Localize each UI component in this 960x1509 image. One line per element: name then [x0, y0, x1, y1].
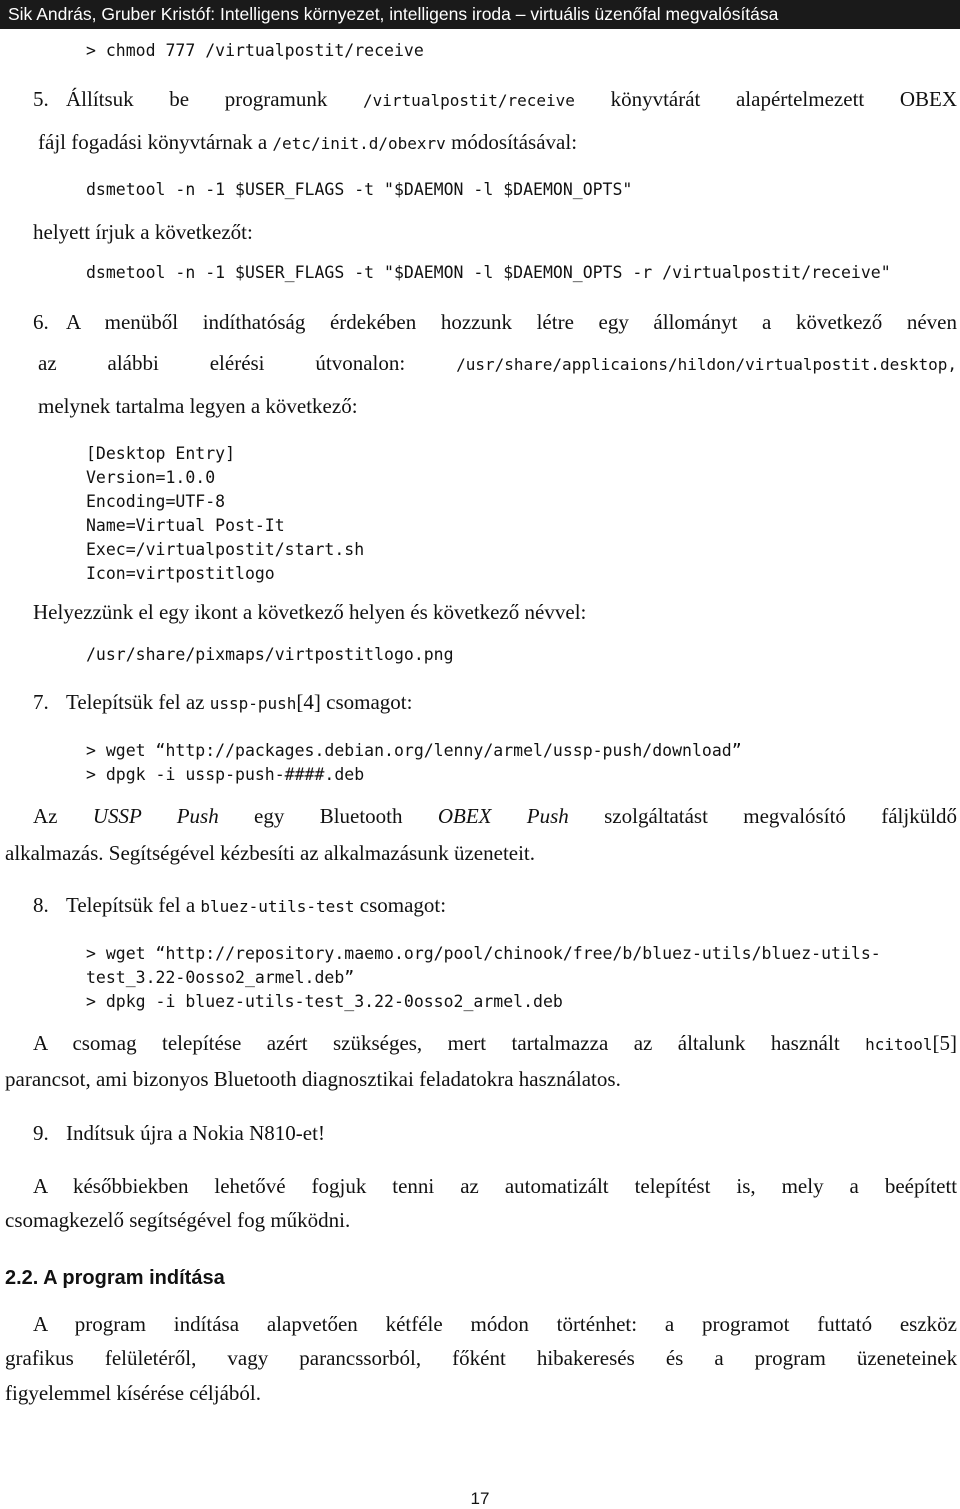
- step7-line: [66, 690, 412, 715]
- ussp-description-line2: alkalmazás. Segítségével kézbesíti az alkalmazásunk üzeneteit.: [5, 841, 536, 865]
- word: használt: [770, 1031, 840, 1055]
- running-header: Sik András, Gruber Kristóf: Intelligens környezet, intelligens iroda – virtuális üzenőfal megvalósítása: [0, 0, 960, 29]
- word: hibakeresés: [536, 1346, 635, 1370]
- word: tartalmazza: [511, 1031, 609, 1055]
- word: program: [74, 1312, 146, 1336]
- inline-code-obexrv: /etc/init.d/obexrv: [272, 134, 446, 153]
- word: az: [38, 351, 57, 375]
- word: fáljküldő: [881, 804, 958, 828]
- instead-text: helyett írjuk a következőt:: [33, 220, 253, 244]
- step9-number: 9.: [33, 1121, 49, 1145]
- step8-number: 8.: [33, 893, 49, 917]
- step7-text-a: Telepítsük fel az: [66, 690, 205, 714]
- word: alábbi: [107, 351, 159, 375]
- word: A: [33, 1174, 48, 1198]
- step5-text-c: fájl fogadási könyvtárnak a: [38, 130, 268, 154]
- bluez-description-line1: [33, 1031, 957, 1056]
- section-paragraph-line3: figyelemmel kísérése céljából.: [5, 1381, 261, 1405]
- word-italic: USSP Push: [92, 804, 219, 828]
- word: program: [754, 1346, 826, 1370]
- word-italic: OBEX Push: [437, 804, 569, 828]
- code-wget-bluez-1: > wget “http://repository.maemo.org/pool/chinook/free/b/bluez-utils/bluez-utils-: [86, 944, 881, 963]
- code-chmod: > chmod 777 /virtualpostit/receive: [86, 41, 424, 60]
- word: tenni: [392, 1174, 435, 1198]
- word: elérési: [209, 351, 265, 375]
- word: Bluetooth: [319, 804, 403, 828]
- step6-line2: [38, 351, 957, 376]
- word: mert: [447, 1031, 487, 1055]
- word: indítása: [173, 1312, 240, 1336]
- word: megvalósító: [743, 804, 846, 828]
- step6-number: 6.: [33, 310, 49, 334]
- section-paragraph-line2: [5, 1346, 957, 1371]
- inline-code-bluez: bluez-utils-test: [200, 897, 355, 916]
- later-line1: [33, 1174, 957, 1199]
- word: A: [33, 1031, 48, 1055]
- word: automatizált: [504, 1174, 609, 1198]
- code-wget-ussp: > wget “http://packages.debian.org/lenny/armel/ussp-push/download”: [86, 741, 742, 760]
- word: mely: [781, 1174, 824, 1198]
- word: a: [664, 1312, 675, 1336]
- word: A: [33, 1312, 48, 1336]
- step6-line1: A menüből indíthatóság érdekében hozzunk létre egy állományt a következő néven: [66, 310, 957, 334]
- word: grafikus: [5, 1346, 74, 1370]
- word: főként: [452, 1346, 506, 1370]
- step7-number: 7.: [33, 690, 49, 714]
- word: programot: [701, 1312, 790, 1336]
- step7-text-b: [4] csomagot:: [296, 690, 413, 714]
- word: kétféle: [385, 1312, 443, 1336]
- word: beépített: [884, 1174, 958, 1198]
- step8-line: [66, 893, 446, 918]
- code-line: Name=Virtual Post-It: [86, 516, 285, 535]
- code-wget-bluez-2: test_3.22-0osso2_armel.deb”: [86, 968, 355, 987]
- later-line2: csomagkezelő segítségével fog működni.: [5, 1208, 351, 1232]
- bluez-description-line2: parancsot, ami bizonyos Bluetooth diagnosztikai feladatokra használatos.: [5, 1067, 621, 1091]
- code-line: Version=1.0.0: [86, 468, 216, 487]
- word: vagy: [227, 1346, 269, 1370]
- word: is,: [736, 1174, 756, 1198]
- word: felületéről,: [104, 1346, 197, 1370]
- inline-code-hcitool: hcitool: [865, 1035, 933, 1054]
- inline-code-ussp-push: ussp-push: [209, 694, 297, 713]
- page-number: 17: [470, 1489, 490, 1508]
- word: és: [665, 1346, 684, 1370]
- icon-instruction: Helyezzünk el egy ikont a következő helyen és következő névvel:: [33, 600, 587, 624]
- code-icon-path: /usr/share/pixmaps/virtpostitlogo.png: [86, 645, 454, 664]
- word: későbbiekben: [72, 1174, 189, 1198]
- code-line: Encoding=UTF-8: [86, 492, 226, 511]
- step5-text-a: Állítsuk be programunk: [66, 87, 328, 111]
- section-heading: 2.2. A program indítása: [5, 1267, 225, 1289]
- step5-number: 5.: [33, 87, 49, 111]
- word: módon: [470, 1312, 529, 1336]
- step8-text-b: csomagot:: [359, 893, 447, 917]
- word: parancssorból,: [299, 1346, 422, 1370]
- word: Az: [33, 804, 58, 828]
- word: alapvetően: [266, 1312, 358, 1336]
- word: azért: [266, 1031, 308, 1055]
- word: üzeneteinek: [856, 1346, 958, 1370]
- inline-code-desktop-path: /usr/share/applicaions/hildon/virtualpostit.desktop,: [456, 355, 957, 374]
- step5-text-b: könyvtárát alapértelmezett OBEX: [610, 87, 958, 111]
- word: történhet:: [556, 1312, 638, 1336]
- code-dpgk-ussp: > dpgk -i ussp-push-####.deb: [86, 765, 365, 784]
- word: egy: [254, 804, 285, 828]
- word: szolgáltatást: [604, 804, 708, 828]
- word: szükséges,: [332, 1031, 423, 1055]
- step6-line3: melynek tartalma legyen a következő:: [38, 394, 358, 418]
- code-line: Exec=/virtualpostit/start.sh: [86, 540, 365, 559]
- word-with-code: [865, 1031, 957, 1055]
- word: a: [714, 1346, 724, 1370]
- word: a: [849, 1174, 859, 1198]
- step8-text-a: Telepítsük fel a: [66, 893, 196, 917]
- code-line: Icon=virtpostitlogo: [86, 564, 275, 583]
- word: csomag: [72, 1031, 137, 1055]
- word: telepítést: [634, 1174, 711, 1198]
- word: eszköz: [899, 1312, 957, 1336]
- inline-code-receive-dir: /virtualpostit/receive: [363, 91, 575, 110]
- step9-text: Indítsuk újra a Nokia N810-et!: [66, 1121, 325, 1145]
- code-dsmetool-old: dsmetool -n -1 $USER_FLAGS -t "$DAEMON -l $DAEMON_OPTS": [86, 180, 633, 199]
- word: telepítése: [162, 1031, 242, 1055]
- word: fogjuk: [311, 1174, 367, 1198]
- section-paragraph-line1: [33, 1312, 957, 1337]
- code-dsmetool-new: dsmetool -n -1 $USER_FLAGS -t "$DAEMON -l $DAEMON_OPTS -r /virtualpostit/receive": [86, 263, 891, 282]
- word: futtató: [817, 1312, 873, 1336]
- word: lehetővé: [214, 1174, 286, 1198]
- step5-text-d: módosításával:: [451, 130, 578, 154]
- word: általunk: [677, 1031, 746, 1055]
- desktop-file-content: [86, 442, 364, 586]
- word: az: [633, 1031, 653, 1055]
- step5-line1: [66, 87, 957, 112]
- step5-line2: [38, 130, 577, 155]
- ussp-description-line1: [33, 804, 957, 829]
- code-dpkg-bluez: > dpkg -i bluez-utils-test_3.22-0osso2_armel.deb: [86, 992, 563, 1011]
- word: útvonalon:: [315, 351, 406, 375]
- word: az: [460, 1174, 479, 1198]
- citation: [5]: [932, 1031, 958, 1055]
- code-line: [Desktop Entry]: [86, 444, 236, 463]
